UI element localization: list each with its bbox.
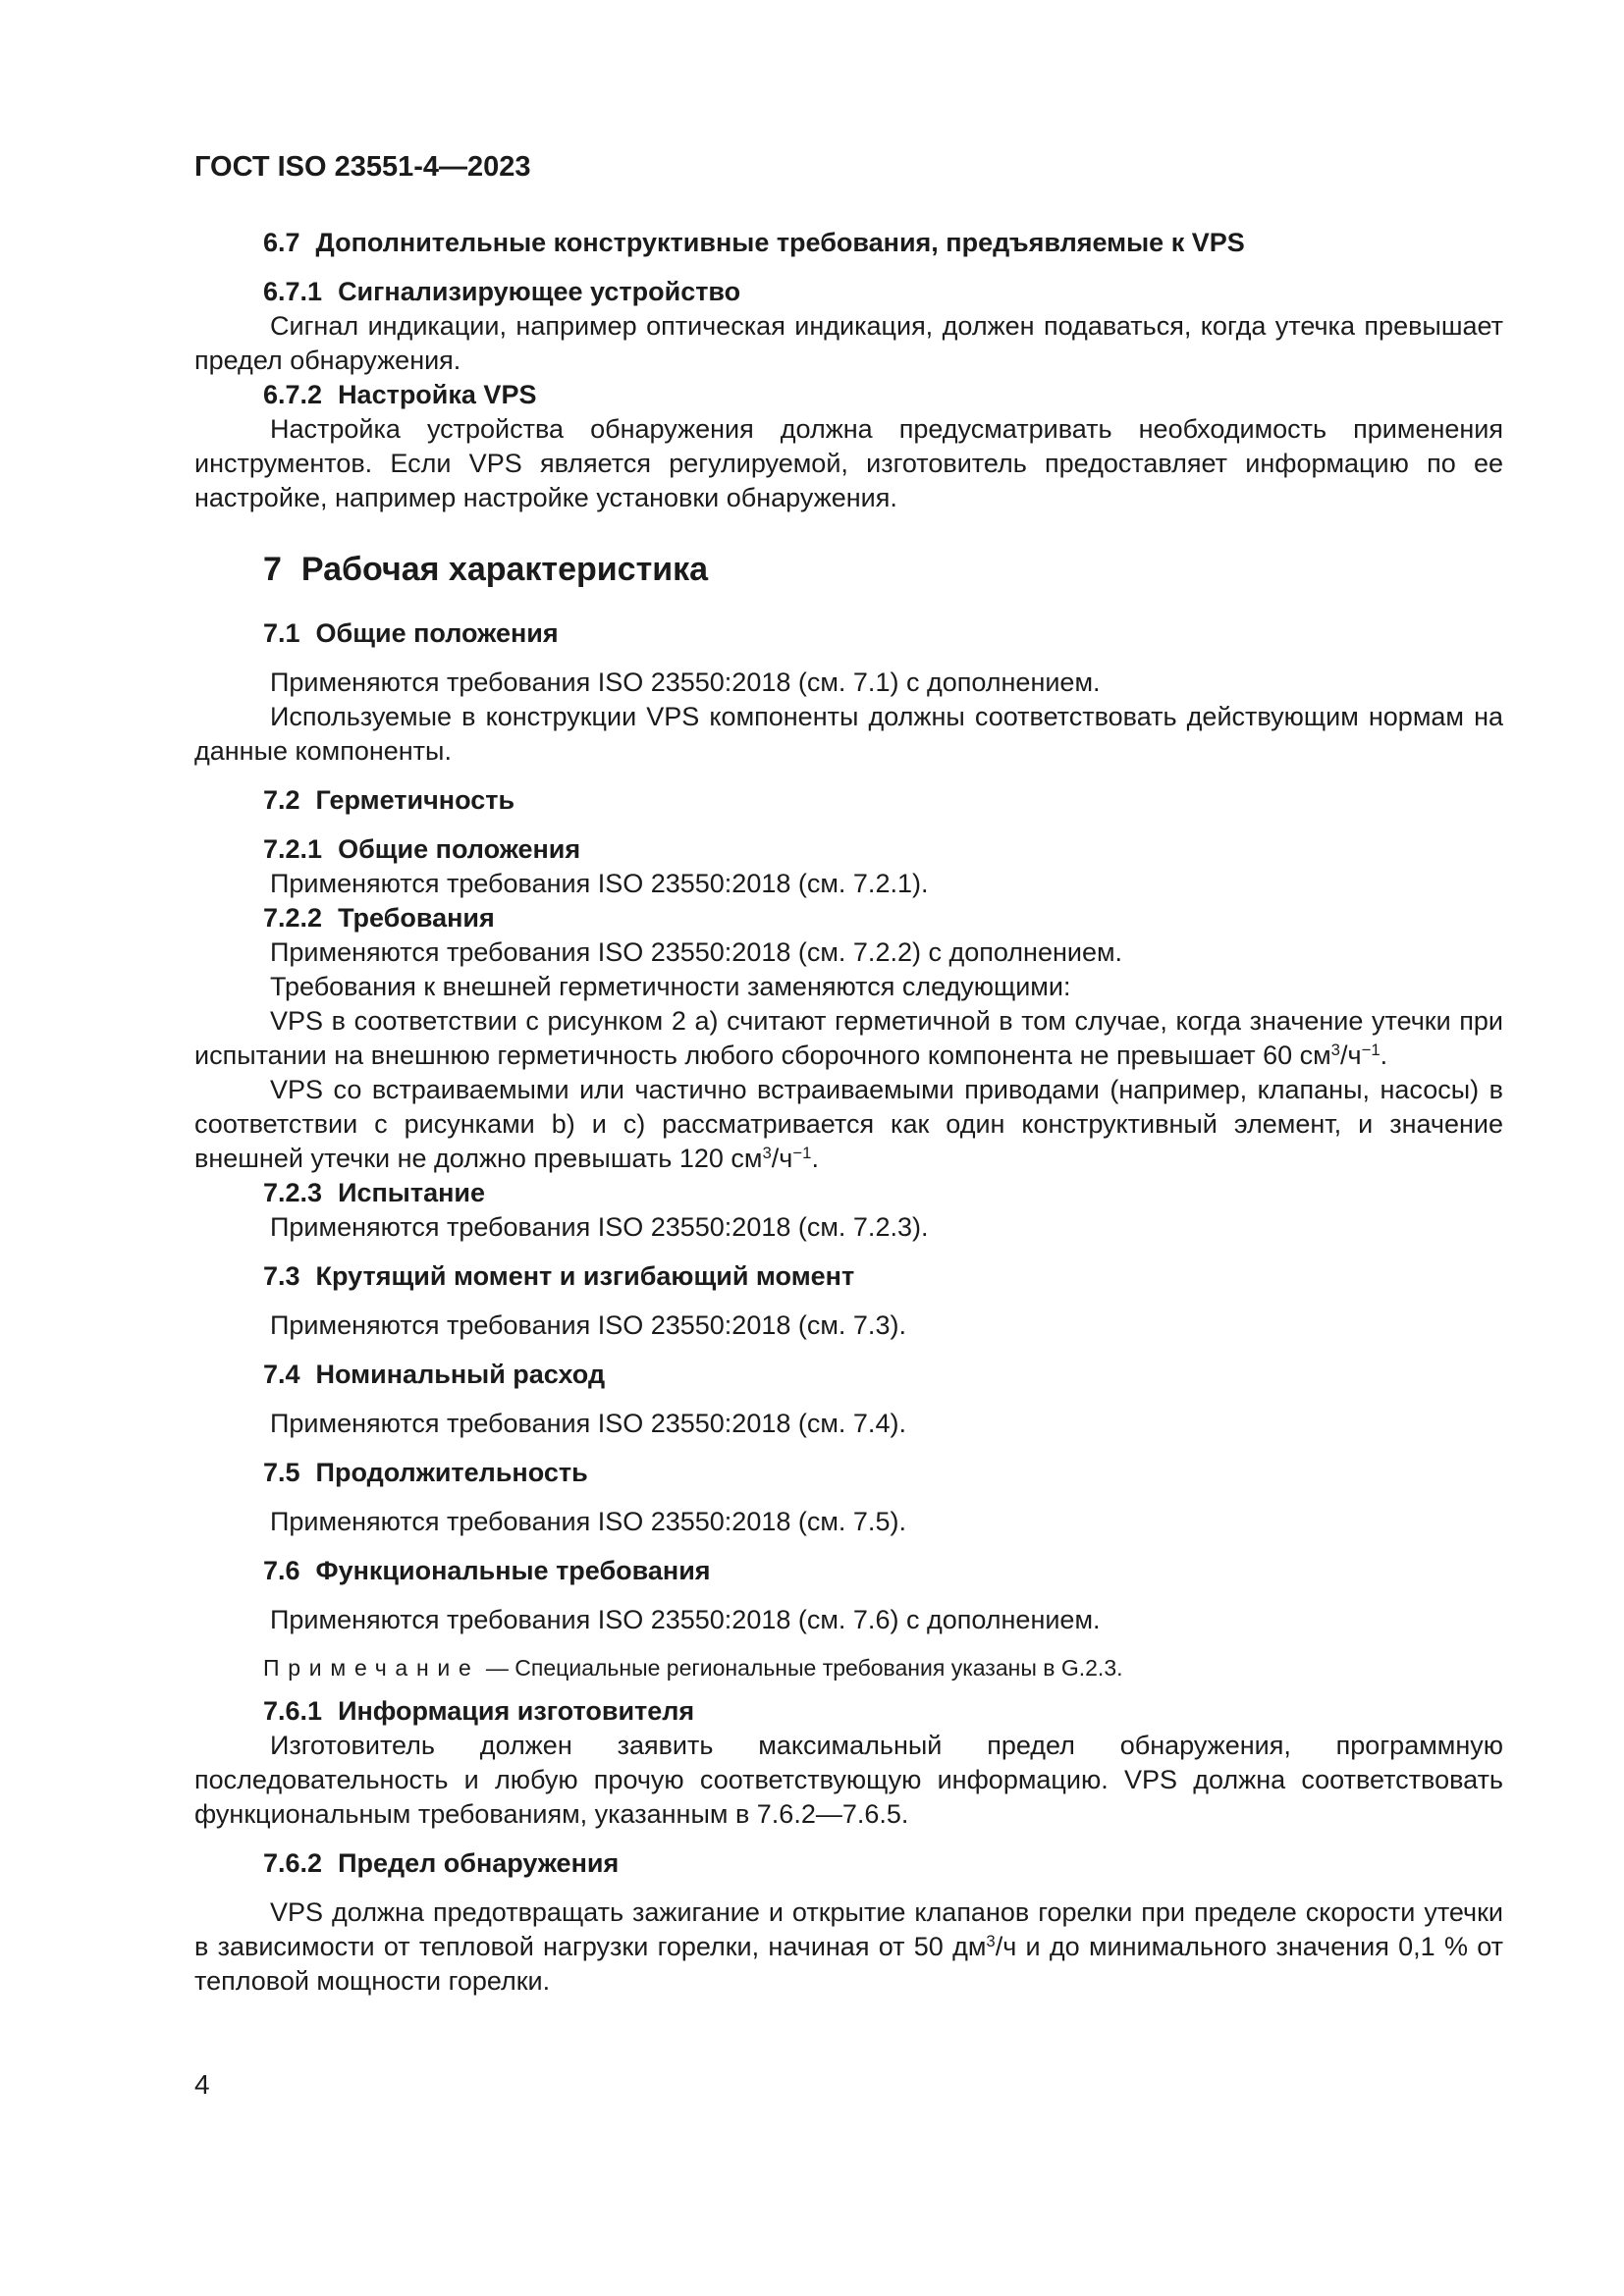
document-body [194,226,1503,1999]
note-label: Примечание [263,1655,480,1681]
heading-number: 7.3 [263,1261,300,1291]
subsection-heading [263,1554,1503,1588]
paragraph [194,412,1503,515]
text-run: Применяются требования ISO 23550:2018 (см. 7.2.1). [270,869,929,898]
text-run: /ч [771,1144,793,1173]
text-run: Применяются требования ISO 23550:2018 (см. 7.2.2) с дополнением. [270,937,1123,967]
text-run: . [1380,1041,1388,1070]
heading-title: Требования [338,903,495,933]
subsection-heading [263,1358,1503,1392]
heading-number: 7.1 [263,618,300,648]
superscript: −1 [1361,1040,1380,1059]
text-run: Сигнал индикации, например оптическая индикация, должен подаваться, когда утечка превышает предел обнаружения. [194,311,1503,375]
subsection-heading [263,783,1503,818]
heading-number: 7.6.1 [263,1696,323,1726]
text-run: Применяются требования ISO 23550:2018 (см. 7.6) с дополнением. [270,1605,1101,1634]
text-run: Применяются требования ISO 23550:2018 (см. 7.5). [270,1507,906,1536]
paragraph [194,309,1503,378]
text-run: Изготовитель должен заявить максимальный предел обнаружения, программную последовательность и любую прочую соответствующую информацию. VPS должна соответствовать функциональным требованиям, указанным в 7.6.2—7.6.5. [194,1731,1503,1829]
heading-title: Крутящий момент и изгибающий момент [315,1261,855,1291]
paragraph [194,1210,1503,1245]
text-run: Применяются требования ISO 23550:2018 (см. 7.3). [270,1310,906,1340]
subsection-heading [263,1259,1503,1294]
text-run: Применяются требования ISO 23550:2018 (см. 7.1) с дополнением. [270,667,1101,697]
heading-title: Номинальный расход [315,1360,606,1389]
paragraph [194,1729,1503,1832]
note-text: — Специальные региональные требования указаны в G.2.3. [479,1655,1123,1681]
heading-number: 7.2.1 [263,834,323,864]
heading-title: Общие положения [315,618,559,648]
text-run: /ч и до минимального значения 0,1 % от тепловой мощности горелки. [194,1932,1504,1996]
paragraph [194,1073,1503,1176]
heading-number: 6.7.1 [263,277,323,306]
superscript: −1 [792,1143,812,1162]
paragraph [194,700,1503,769]
subsection-heading [263,1456,1503,1490]
heading-number: 7.4 [263,1360,300,1389]
paragraph [194,1505,1503,1539]
heading-number: 7.6 [263,1556,300,1585]
superscript: 3 [986,1931,996,1950]
paragraph [194,1004,1503,1073]
heading-number: 7.2.2 [263,903,323,933]
subsection-heading [263,226,1503,260]
heading-number: 6.7.2 [263,380,323,409]
heading-title: Рабочая характеристика [300,551,709,588]
clause-heading [263,1176,1503,1210]
heading-number: 7.5 [263,1458,300,1487]
text-run: Применяются требования ISO 23550:2018 (см. 7.2.3). [270,1212,929,1242]
text-run: VPS со встраиваемыми или частично встраиваемыми приводами (например, клапаны, насосы) в соответствии с рисунками b) и c) рассматривается как один конструктивный элемент, и значение внешней утечки не должно превышать 120 см [194,1075,1503,1173]
paragraph [194,970,1503,1004]
text-run: Используемые в конструкции VPS компоненты должны соответствовать действующим нормам на данные компоненты. [194,702,1503,766]
text-run: . [811,1144,819,1173]
text-run: /ч [1339,1041,1362,1070]
heading-title: Информация изготовителя [338,1696,695,1726]
text-run: VPS должна предотвращать зажигание и открытие клапанов горелки при пределе скорости утечки в зависимости от тепловой нагрузки горелки, начиная от 50 дм [194,1897,1503,1961]
heading-number: 7.6.2 [263,1848,323,1878]
clause-heading [263,275,1503,309]
heading-title: Сигнализирующее устройство [338,277,741,306]
paragraph [194,1896,1503,1999]
heading-title: Дополнительные конструктивные требования, предъявляемые к VPS [315,228,1245,257]
superscript: 3 [1330,1040,1340,1059]
paragraph [194,1603,1503,1637]
clause-heading [263,1694,1503,1729]
page-number: 4 [194,2069,210,2100]
heading-title: Настройка VPS [338,380,537,409]
text-run: Применяются требования ISO 23550:2018 (см. 7.4). [270,1409,906,1438]
text-run: Требования к внешней герметичности заменяются следующими: [270,972,1071,1001]
heading-number: 7.2.3 [263,1178,323,1207]
heading-title: Продолжительность [315,1458,588,1487]
superscript: 3 [762,1143,772,1162]
heading-number: 7 [263,551,282,588]
subsection-heading [263,616,1503,651]
clause-heading [263,832,1503,867]
heading-title: Предел обнаружения [338,1848,620,1878]
paragraph [194,935,1503,970]
paragraph [194,867,1503,901]
clause-heading [263,901,1503,935]
document-content [194,150,1503,1999]
heading-title: Функциональные требования [315,1556,711,1585]
heading-number: 7.2 [263,785,300,815]
running-header: ГОСТ ISO 23551-4—2023 [194,151,531,183]
heading-title: Герметичность [315,785,515,815]
clause-heading [263,378,1503,412]
note [194,1653,1503,1682]
paragraph [194,1308,1503,1343]
heading-title: Испытание [338,1178,486,1207]
heading-title: Общие положения [338,834,581,864]
clause-heading [263,1846,1503,1881]
heading-number: 6.7 [263,228,300,257]
text-run: Настройка устройства обнаружения должна предусматривать необходимость применения инструментов. Если VPS является регулируемой, изготовитель предоставляет информацию по ее настройке, например настройке установки обнаружения. [194,414,1503,512]
section-heading [263,547,1503,592]
paragraph [194,666,1503,700]
paragraph [194,1407,1503,1441]
text-run: VPS в соответствии с рисунком 2 а) считают герметичной в том случае, когда значение утечки при испытании на внешнюю герметичность любого сборочного компонента не превышает 60 см [194,1006,1503,1070]
